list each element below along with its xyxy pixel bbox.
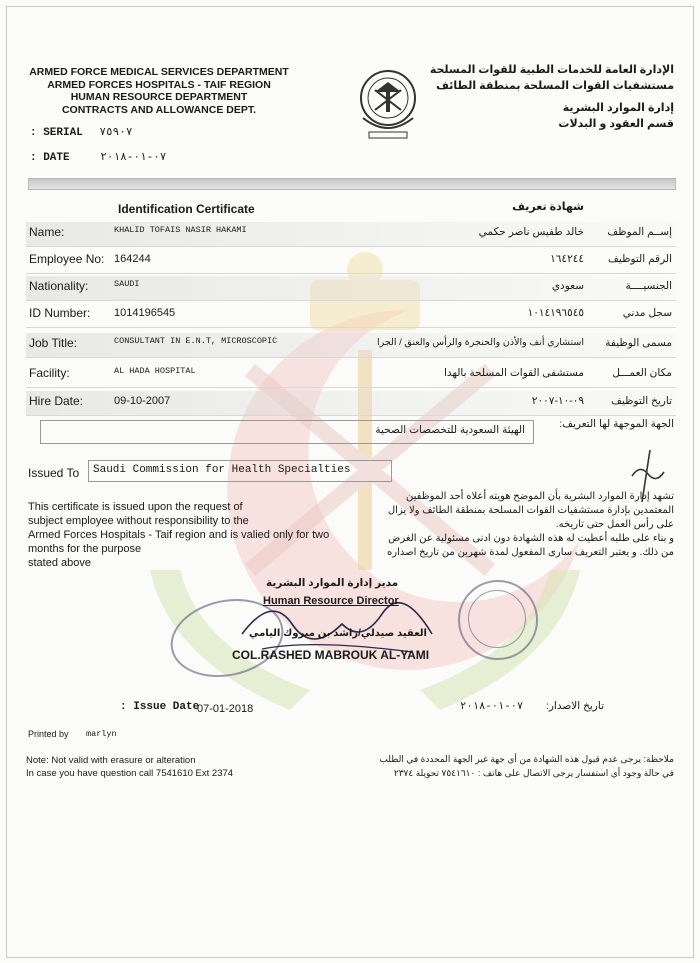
field-label-arabic: إســم الموظف: [607, 226, 672, 238]
date-line: [30, 150, 166, 164]
field-value-arabic: سعودي: [551, 280, 584, 292]
statement-ar-line: على رأس العمل حتى تاريخه.: [555, 519, 674, 530]
header-ar-line: قسم العقود و البدلات: [558, 118, 674, 130]
header-en-line: HUMAN RESOURCE DEPARTMENT: [70, 91, 248, 103]
field-label: ID Number:: [29, 306, 91, 320]
field-label: Employee No:: [29, 252, 105, 266]
statement-arabic: [374, 490, 674, 560]
issue-date-value: 07-01-2018: [197, 703, 254, 715]
header-ar-line: مستشفيات القوات المسلحة بمنطقة الطائف: [436, 80, 674, 92]
notes-arabic: [334, 752, 674, 780]
signature-title-english: Human Resource Director: [263, 595, 399, 607]
field-label: Job Title:: [29, 336, 78, 350]
issue-date-label: : Issue Date: [120, 701, 200, 713]
statement-ar-line: المعتمدين بإدارة مستشفيات القوات المسلحة بمنطقة الطائف ولا يزال: [387, 505, 674, 516]
field-value: SAUDI: [114, 279, 140, 289]
field-value: AL HADA HOSPITAL: [114, 366, 196, 376]
signature-name-arabic: العقيد صيدلي/راشد بن مبروك اليامي: [249, 628, 427, 639]
field-value: 1014196545: [114, 307, 176, 319]
field-value-arabic: ٠٩-١٠-٢٠٠٧: [531, 395, 584, 407]
note-ar-line: في حالة وجود أي استفسار يرجى الاتصال على هاتف : ٧٥٤١٦١٠ تحويلة ٢٣٧٤: [393, 768, 674, 778]
issued-to-value: Saudi Commission for Health Specialties: [88, 460, 392, 482]
statement-en-line: stated above: [28, 557, 91, 569]
header-ar-line: إدارة الموارد البشرية: [562, 102, 674, 114]
field-value: 164244: [114, 253, 151, 265]
issue-date-value-arabic: ٠٧-٠١-٢٠١٨: [460, 701, 524, 713]
statement-en-line: Armed Forces Hospitals - Taif region and is valied only for two: [28, 529, 330, 541]
issued-to-label: Issued To: [28, 466, 80, 480]
signature-name-english: COL.RASHED MABROUK AL-YAMI: [232, 648, 430, 662]
field-label: Nationality:: [29, 279, 89, 293]
statement-ar-line: من ذلك. و يعتبر التعريف سارى المفعول لمدة شهرين من تاريخ اصداره: [387, 547, 674, 558]
field-value-arabic: ١٦٤٢٤٤: [550, 253, 584, 265]
addressee-label-arabic: الجهة الموجهة لها التعريف:: [559, 418, 674, 430]
field-value-arabic: استشاري أنف والأذن والحنجرة والرأس والعنق / الجرا: [376, 337, 584, 348]
field-label-arabic: سجل مدني: [622, 307, 672, 319]
field-label: Facility:: [29, 366, 70, 380]
field-value: 09-10-2007: [114, 395, 171, 407]
statement-en-line: subject employee without responsibility to the: [28, 515, 249, 527]
header-en-line: ARMED FORCES HOSPITALS - TAIF REGION: [47, 78, 271, 91]
organization-logo: [355, 62, 421, 148]
field-value-arabic: خالد طفيس ناصر حكمي: [478, 226, 584, 238]
statement-en-line: This certificate is issued upon the request of: [28, 501, 243, 513]
statement-english: [28, 500, 368, 570]
serial-value: ٧٥٩٠٧: [99, 127, 133, 139]
field-row-job-title: [26, 333, 676, 358]
note-en-line: Note: Not valid with erasure or alteration: [26, 755, 196, 766]
printed-by-label: Printed by: [28, 729, 69, 739]
statement-ar-line: و بناء على طلبه أعطيت له هذه الشهادة دون ادنى مسئولية عن الغرض: [388, 533, 674, 544]
field-row-employee-no: [26, 249, 676, 274]
header-divider: [28, 178, 676, 190]
field-label-arabic: الرقم التوظيف: [608, 253, 672, 265]
printed-by-value: marlyn: [86, 729, 117, 739]
field-label-arabic: تاريخ التوظيف: [611, 395, 672, 407]
note-en-line: In case you have question call 7541610 Ext 2374: [26, 768, 234, 779]
addressee-value-arabic: الهيئة السعودية للتخصصات الصحية: [375, 424, 525, 436]
note-ar-line: ملاحظة: يرجى عدم قبول هذه الشهادة من أي جهة غير الجهة المحددة في الطلب: [379, 754, 674, 764]
serial-label: : SERIAL: [30, 127, 83, 139]
field-label-arabic: مكان العمـــل: [612, 367, 672, 379]
notes-english: [26, 754, 233, 780]
field-label-arabic: الجنسيــــة: [625, 280, 672, 292]
date-label: : DATE: [30, 152, 70, 164]
field-row-facility: [26, 363, 676, 388]
field-label-arabic: مسمى الوظيفة: [605, 337, 672, 349]
field-row-hire-date: [26, 391, 676, 416]
header-english: [28, 66, 290, 116]
header-ar-line: الإدارة العامة للخدمات الطبية للقوات المسلحة: [429, 64, 674, 76]
statement-en-line: months for the purpose: [28, 543, 142, 555]
statement-ar-line: تشهد إدارة الموارد البشرية بأن الموضح هويته أعلاه أحد الموظفين: [406, 491, 674, 502]
field-value: CONSULTANT IN E.N.T, MICROSCOPIC: [114, 336, 278, 346]
field-value-arabic: ١٠١٤١٩٦٥٤٥: [527, 307, 584, 319]
field-row-name: [26, 222, 676, 247]
certificate-title-arabic: شهادة تعريف: [512, 201, 584, 213]
serial-line: [30, 125, 133, 139]
header-arabic: [414, 62, 674, 132]
field-label: Name:: [29, 225, 65, 239]
field-value: KHALID TOFAIS NASIR HAKAMI: [114, 225, 247, 235]
official-stamp-inner-ring: [468, 590, 526, 648]
field-row-nationality: [26, 276, 676, 301]
field-label: Hire Date:: [29, 394, 84, 408]
issue-date-label-arabic: تاريخ الاصدار:: [545, 700, 604, 712]
certificate-title: Identification Certificate: [118, 202, 255, 216]
header-en-line: CONTRACTS AND ALLOWANCE DEPT.: [61, 103, 257, 116]
header-en-line: ARMED FORCE MEDICAL SERVICES DEPARTMENT: [29, 66, 289, 78]
field-value-arabic: مستشفى القوات المسلحة بالهدا: [443, 367, 584, 379]
field-row-id-number: [26, 303, 676, 328]
addressee-box-arabic: [40, 420, 534, 444]
signature-title-arabic: مدير إدارة الموارد البشرية: [266, 577, 399, 589]
date-value: ٠٧-٠١-٢٠١٨: [100, 152, 167, 164]
